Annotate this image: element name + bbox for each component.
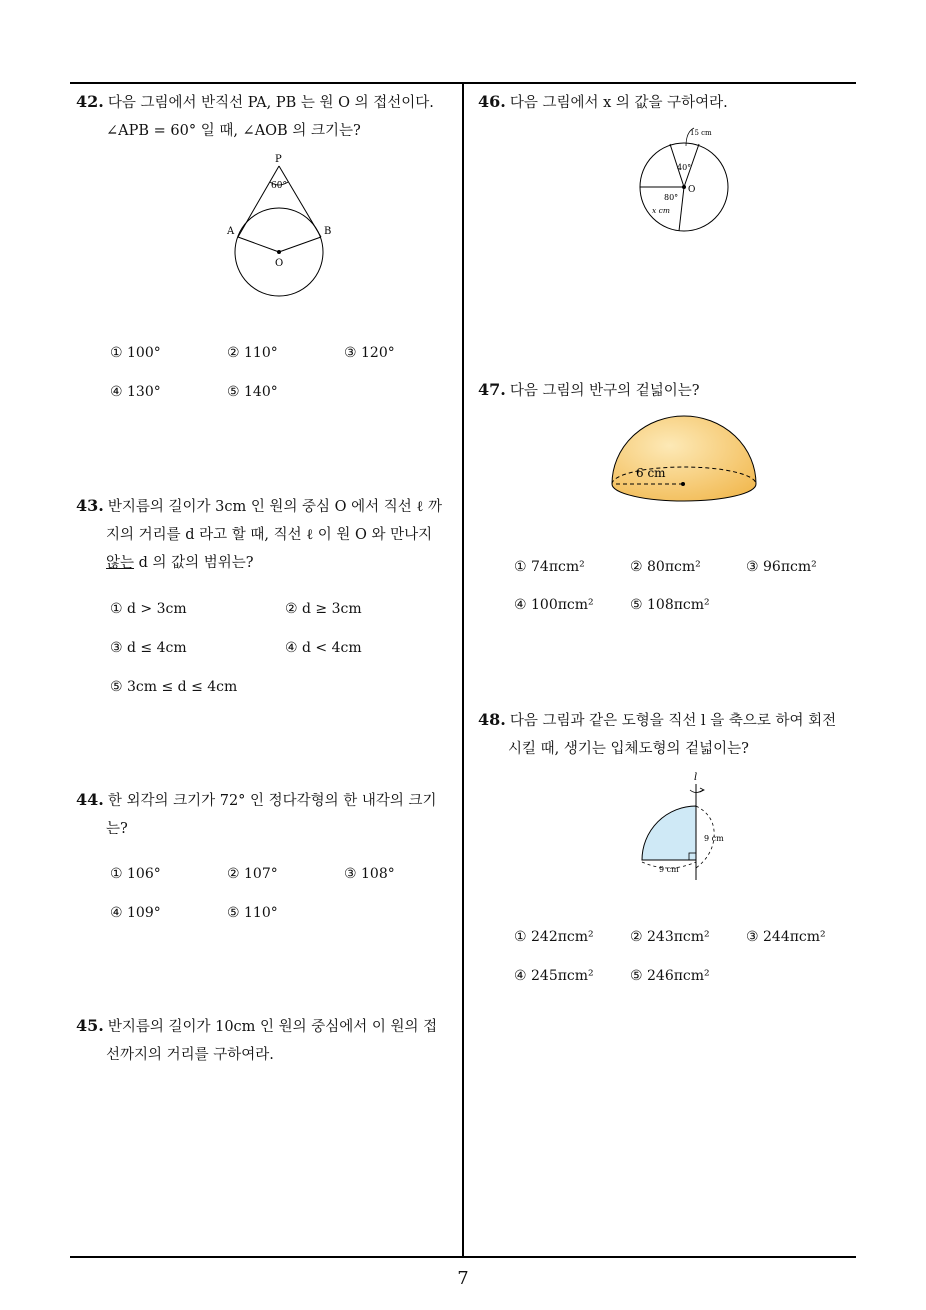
question-number: 45.: [76, 1016, 104, 1035]
question-text: ∠APB = 60° 일 때, ∠AOB 의 크기는?: [106, 123, 361, 139]
label-arc-bottom: x cm: [652, 206, 670, 215]
label-base: 9 cm: [659, 865, 679, 874]
option-1[interactable]: ① 242πcm²: [514, 929, 594, 945]
question-text: 반지름의 길이가 10cm 인 원의 중심에서 이 원의 접: [107, 1019, 438, 1035]
option-3[interactable]: ③ 244πcm²: [746, 929, 826, 945]
option-2[interactable]: ② 107°: [227, 866, 278, 882]
sector-circle-figure: [632, 122, 742, 238]
option-4[interactable]: ④ d < 4cm: [285, 640, 362, 656]
option-3[interactable]: ③ d ≤ 4cm: [110, 640, 187, 656]
label-o: O: [688, 185, 696, 195]
option-3[interactable]: ③ 108°: [344, 866, 395, 882]
bottom-rule: [70, 1256, 856, 1258]
question-number: 46.: [478, 92, 506, 111]
option-1[interactable]: ① 74πcm²: [514, 559, 585, 575]
underlined-text: 않는: [106, 555, 135, 571]
question-number: 44.: [76, 790, 104, 809]
option-4[interactable]: ④ 130°: [110, 384, 161, 400]
question-46: [478, 88, 858, 117]
question-text: 지의 거리를 d 라고 할 때, 직선 ℓ 이 원 O 와 만나지: [106, 527, 433, 543]
option-3[interactable]: ③ 120°: [344, 345, 395, 361]
option-1[interactable]: ① 100°: [110, 345, 161, 361]
question-number: 43.: [76, 496, 104, 515]
question-42: [76, 88, 461, 145]
question-text: 다음 그림에서 반직선 PA, PB 는 원 O 의 접선이다.: [107, 95, 434, 111]
question-text: 선까지의 거리를 구하여라.: [106, 1047, 274, 1063]
option-1[interactable]: ① d > 3cm: [110, 601, 187, 617]
question-43: [76, 492, 461, 577]
option-2[interactable]: ② 110°: [227, 345, 278, 361]
option-4[interactable]: ④ 100πcm²: [514, 597, 594, 613]
question-text: 다음 그림에서 x 의 값을 구하여라.: [509, 95, 728, 111]
option-2[interactable]: ② 80πcm²: [630, 559, 701, 575]
question-45: [76, 1012, 461, 1069]
label-axis: l: [694, 772, 698, 783]
option-5[interactable]: ⑤ 140°: [227, 384, 278, 400]
label-angle-top: 40°: [677, 163, 692, 172]
question-47: [478, 376, 858, 405]
option-4[interactable]: ④ 245πcm²: [514, 968, 594, 984]
question-text: d 의 값의 범위는?: [134, 555, 254, 571]
option-4[interactable]: ④ 109°: [110, 905, 161, 921]
question-number: 42.: [76, 92, 104, 111]
question-number: 47.: [478, 380, 506, 399]
option-1[interactable]: ① 106°: [110, 866, 161, 882]
label-a: A: [227, 226, 235, 237]
question-text: 시킬 때, 생기는 입체도형의 겉넓이는?: [508, 741, 749, 757]
question-text: 반지름의 길이가 3cm 인 원의 중심 O 에서 직선 ℓ 까: [107, 499, 442, 515]
option-5[interactable]: ⑤ 108πcm²: [630, 597, 710, 613]
question-text: 다음 그림의 반구의 겉넓이는?: [509, 383, 700, 399]
label-height: 9 cm: [704, 834, 724, 843]
label-angle-bottom: 80°: [664, 193, 679, 202]
option-2[interactable]: ② d ≥ 3cm: [285, 601, 362, 617]
option-3[interactable]: ③ 96πcm²: [746, 559, 817, 575]
column-divider: [462, 82, 464, 1257]
option-5[interactable]: ⑤ 246πcm²: [630, 968, 710, 984]
question-text: 는?: [106, 821, 128, 837]
page-number: 7: [457, 1268, 469, 1289]
label-b: B: [324, 226, 332, 237]
revolution-figure: [632, 768, 752, 884]
question-text: 한 외각의 크기가 72° 인 정다각형의 한 내각의 크기: [107, 793, 437, 809]
label-p: P: [275, 154, 282, 165]
label-o: O: [275, 258, 284, 269]
question-48: [478, 706, 863, 763]
hemisphere-figure: [608, 408, 760, 508]
tangent-circle-figure: [220, 148, 340, 308]
option-5[interactable]: ⑤ 3cm ≤ d ≤ 4cm: [110, 679, 238, 695]
label-radius: 6 cm: [636, 466, 666, 480]
question-text: 다음 그림과 같은 도형을 직선 l 을 축으로 하여 회전: [509, 713, 837, 729]
question-44: [76, 786, 461, 843]
label-arc-top: 15 cm: [690, 129, 712, 137]
question-number: 48.: [478, 710, 506, 729]
label-angle: 60°: [271, 181, 287, 191]
option-5[interactable]: ⑤ 110°: [227, 905, 278, 921]
option-2[interactable]: ② 243πcm²: [630, 929, 710, 945]
